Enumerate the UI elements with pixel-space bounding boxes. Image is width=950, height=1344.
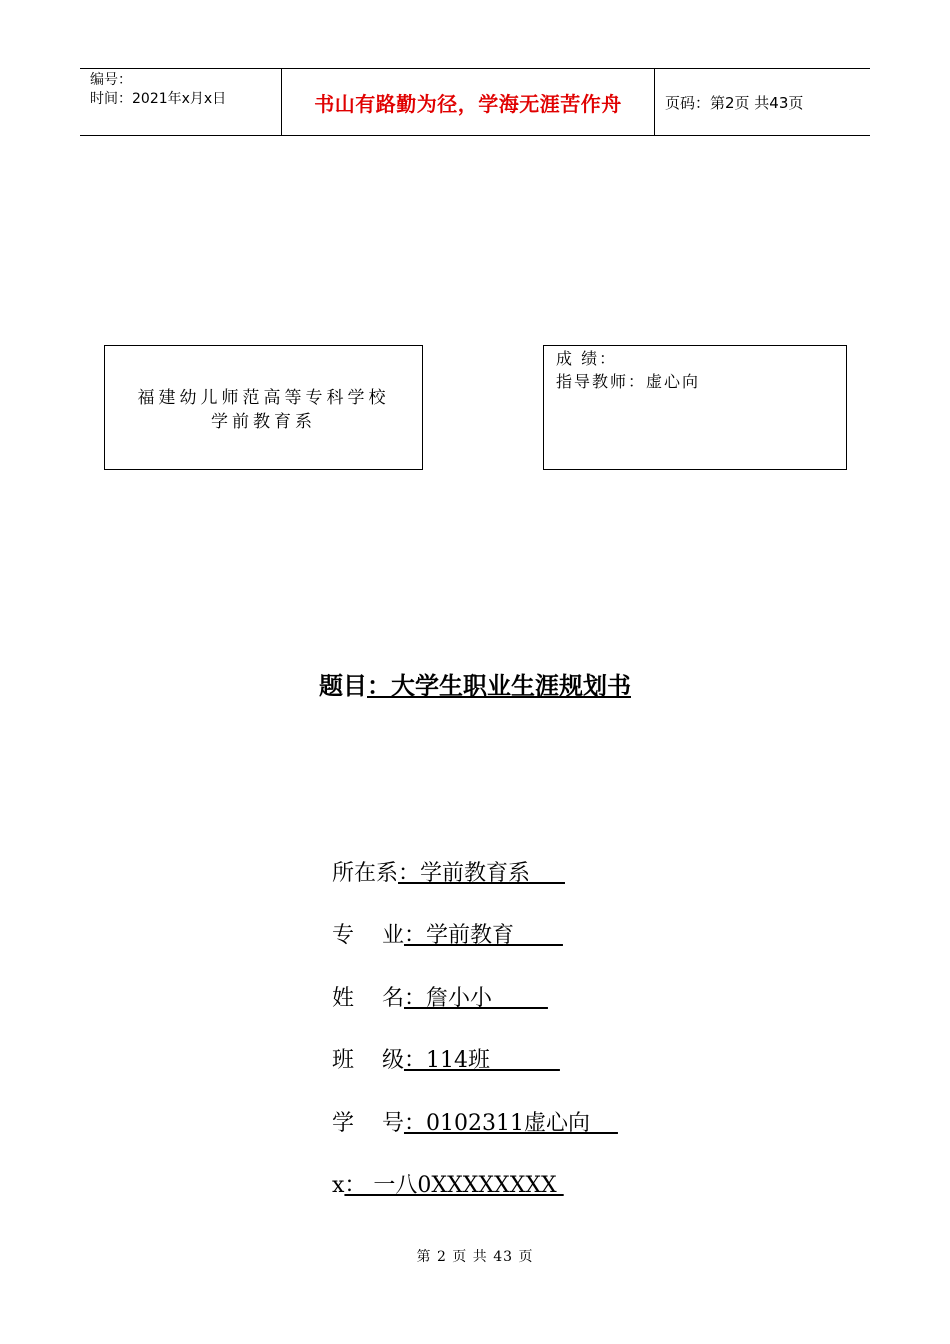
- page-footer: 第 2 页 共 43 页: [416, 1249, 534, 1265]
- header-page-info: 页码：第2页 共43页: [665, 93, 804, 112]
- department-name: 学前教育系: [211, 412, 316, 432]
- advisor-label: 指导教师：: [556, 372, 647, 391]
- grade-label: 成 绩：: [556, 349, 618, 368]
- info-label: 所在系: [332, 861, 399, 886]
- title-text: ：大学生职业生涯规划书: [367, 672, 631, 700]
- advisor-name: 虚心向: [646, 372, 701, 391]
- info-value: ： 一八0XXXXXXXX: [344, 1173, 564, 1198]
- info-row-student-id: [332, 1106, 618, 1137]
- info-row-name: [332, 981, 548, 1012]
- info-value: ：114班: [403, 1048, 560, 1073]
- document-number-label: 编号：: [90, 72, 132, 88]
- info-row-department: [332, 856, 565, 887]
- info-label: 专 业: [332, 923, 404, 948]
- info-row-class: [332, 1043, 560, 1074]
- info-value: ：0102311虚心向: [403, 1111, 618, 1136]
- info-value: ：詹小小: [403, 986, 548, 1011]
- info-value: ：学前教育: [403, 923, 563, 948]
- school-box: [104, 345, 423, 470]
- info-label: 班 级: [332, 1048, 404, 1073]
- header-meta: [80, 69, 282, 135]
- advisor-line: [556, 370, 846, 393]
- info-label: x: [332, 1173, 345, 1198]
- grade-box: [543, 345, 847, 470]
- document-title: [0, 666, 950, 701]
- info-label: 姓 名: [332, 986, 404, 1011]
- info-row-x: [332, 1168, 564, 1199]
- info-label: 学 号: [332, 1111, 404, 1136]
- info-value: ：学前教育系: [398, 861, 565, 886]
- info-row-major: [332, 918, 563, 949]
- document-time: 时间：2021年x月x日: [90, 91, 227, 107]
- title-prefix: 题目: [319, 672, 367, 700]
- header-motto: 书山有路勤为径，学海无涯苦作舟: [282, 69, 655, 135]
- page-header: [80, 68, 870, 136]
- school-name: 福建幼儿师范高等专科学校: [137, 388, 390, 408]
